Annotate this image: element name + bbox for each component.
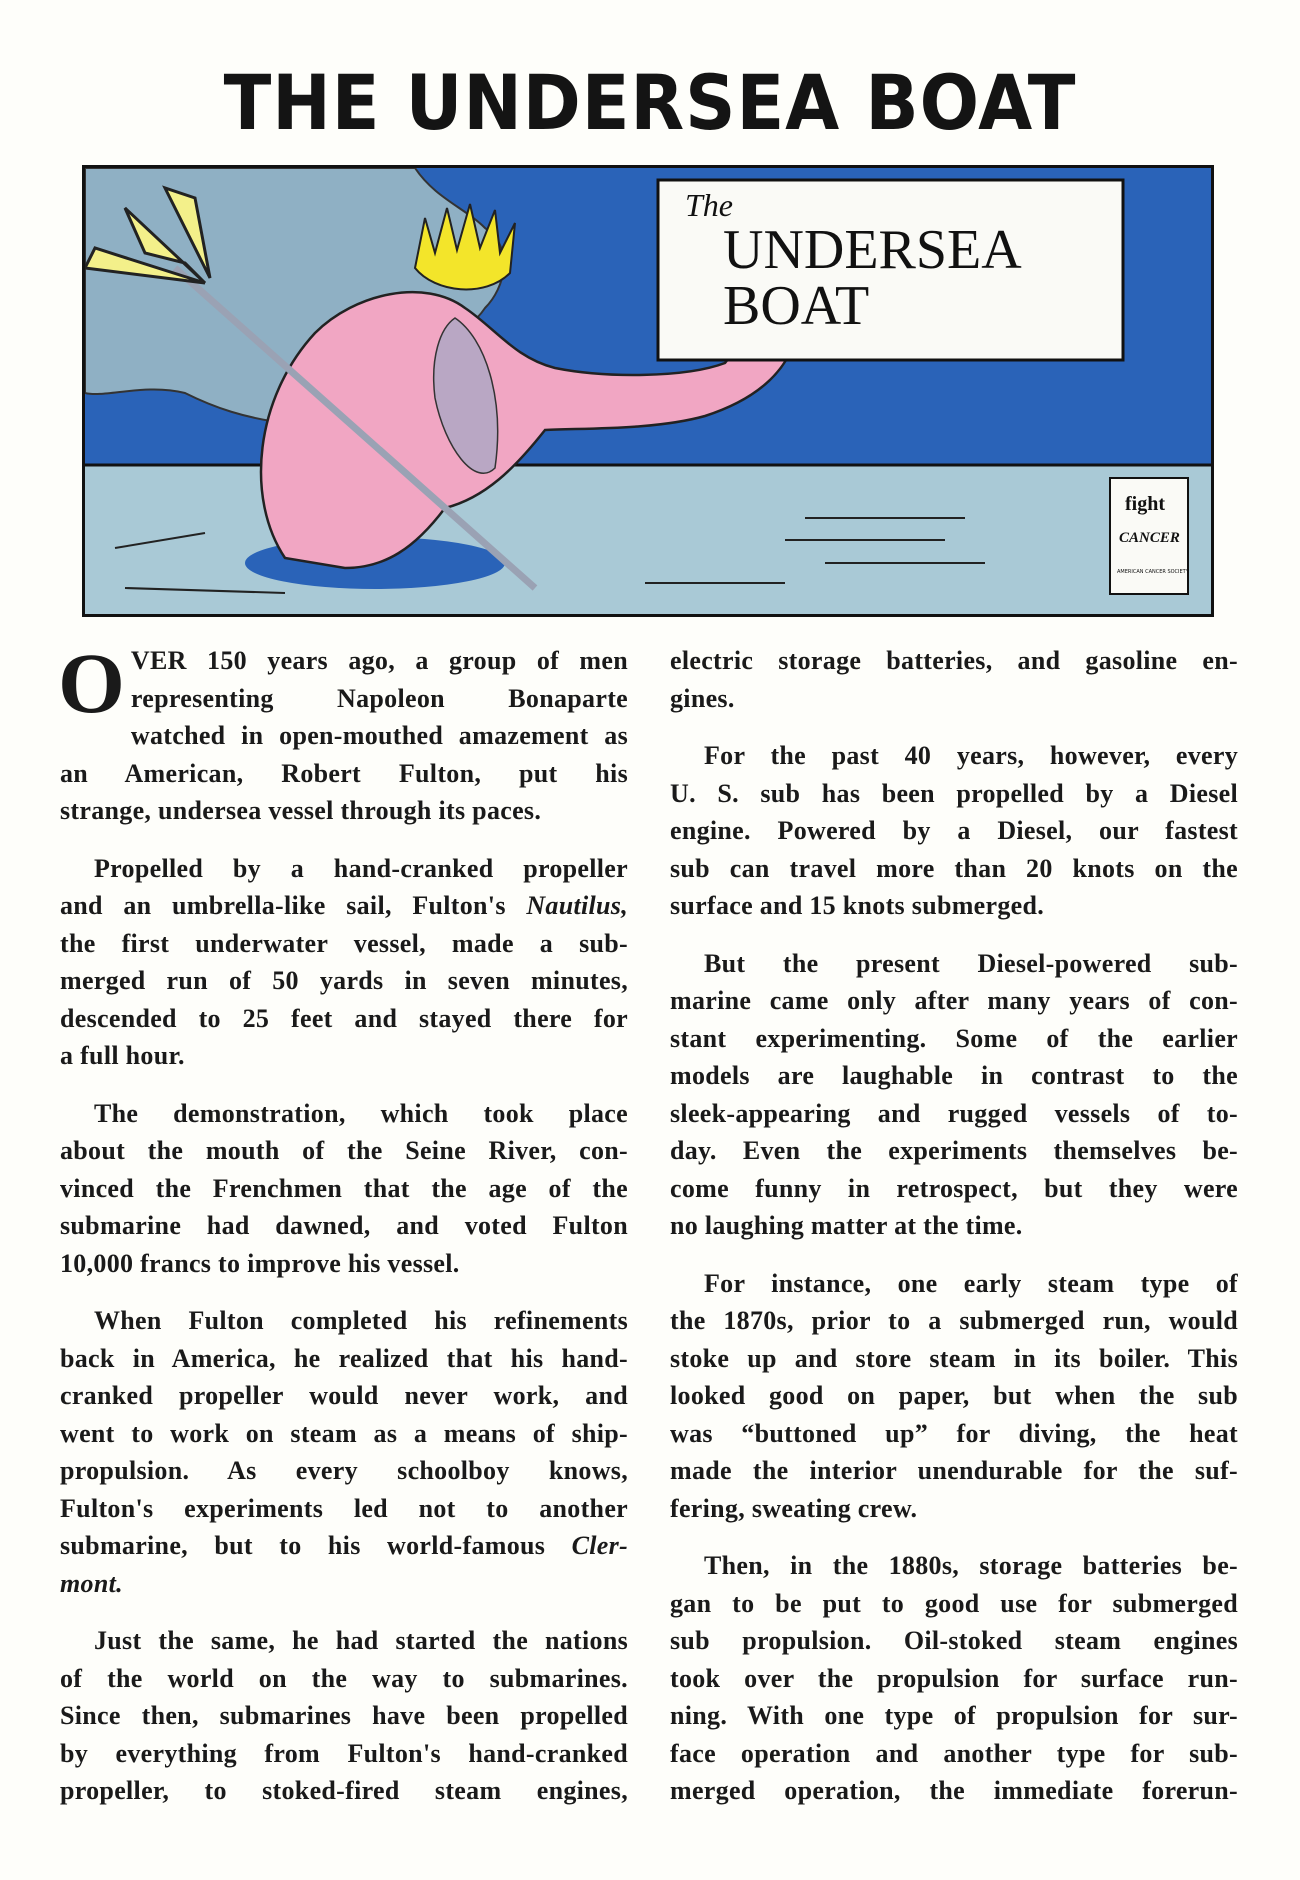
text-line: made the interior unendurable for the suf- bbox=[670, 1456, 1238, 1485]
text-line: fering, sweating crew. bbox=[670, 1493, 918, 1523]
text-line: Propelled by a hand-cranked propeller bbox=[94, 853, 628, 883]
text-line: no laughing matter at the time. bbox=[670, 1211, 1023, 1240]
text-line: looked good on paper, but when the sub bbox=[670, 1381, 1238, 1410]
italic-title: Cler- bbox=[571, 1531, 628, 1560]
text-line: submarine, but to his world-famous Cler- bbox=[60, 1531, 628, 1560]
text-line: When Fulton completed his refinements bbox=[94, 1306, 628, 1335]
text-line: an American, Robert Fulton, put his bbox=[60, 758, 628, 788]
text-line: For the past 40 years, however, every bbox=[704, 741, 1238, 770]
text-line: come funny in retrospect, but they were bbox=[670, 1173, 1238, 1203]
text-line: But the present Diesel-powered sub- bbox=[704, 948, 1238, 978]
text-line: stant experimenting. Some of the earlier bbox=[670, 1023, 1238, 1053]
paragraph bbox=[670, 642, 1238, 717]
paragraph bbox=[60, 1302, 628, 1602]
text-line: Then, in the 1880s, storage batteries be- bbox=[704, 1551, 1238, 1580]
text-line: sub can travel more than 20 knots on the bbox=[670, 853, 1238, 883]
caption-script: The bbox=[685, 187, 733, 223]
text-line: propeller, to stoked-fired steam engines, bbox=[60, 1776, 628, 1805]
text-line: representing Napoleon Bonaparte bbox=[130, 683, 628, 713]
paragraph bbox=[670, 945, 1238, 1245]
text-line: ning. With one type of propulsion for sur- bbox=[670, 1701, 1238, 1730]
text-line: marine came only after many years of con- bbox=[670, 986, 1238, 1015]
text-line bbox=[60, 1565, 628, 1603]
title-illustration bbox=[82, 165, 1214, 617]
text-line: watched in open-mouthed amazement as bbox=[130, 721, 628, 750]
text-line: stoke up and store steam in its boiler. This bbox=[670, 1343, 1238, 1373]
text-line: 10,000 francs to improve his vessel. bbox=[60, 1248, 460, 1278]
svg-text:AMERICAN CANCER SOCIETY: AMERICAN CANCER SOCIETY bbox=[1117, 569, 1189, 575]
text-line: vinced the Frenchmen that the age of the bbox=[60, 1173, 628, 1203]
text-line: submarine had dawned, and voted Fulton bbox=[60, 1211, 628, 1240]
article-right-column bbox=[670, 642, 1238, 1830]
text-line: face operation and another type for sub- bbox=[670, 1738, 1238, 1768]
paragraph bbox=[670, 737, 1238, 925]
svg-text:fight: fight bbox=[1125, 493, 1165, 515]
text-line: models are laughable in contrast to the bbox=[670, 1061, 1238, 1090]
text-line: Just the same, he had started the nations bbox=[94, 1626, 628, 1655]
text-line: engine. Powered by a Diesel, our fastest bbox=[670, 816, 1238, 845]
text-line: merged run of 50 yards in seven minutes, bbox=[60, 966, 628, 995]
text-line: Fulton's experiments led not to another bbox=[60, 1493, 628, 1523]
text-line: of the world on the way to submarines. bbox=[60, 1663, 628, 1693]
fight-cancer-logo bbox=[1110, 478, 1190, 594]
article-left-column bbox=[58, 635, 628, 1830]
text-line: was “buttoned up” for diving, the heat bbox=[670, 1418, 1238, 1448]
text-line: back in America, he realized that his hand- bbox=[60, 1343, 628, 1373]
text-line: descended to 25 feet and stayed there for bbox=[60, 1003, 628, 1033]
text-line: electric storage batteries, and gasoline en- bbox=[670, 646, 1238, 675]
svg-text:CANCER: CANCER bbox=[1119, 530, 1180, 546]
text-line: a full hour. bbox=[60, 1041, 185, 1070]
text-line: about the mouth of the Seine River, con- bbox=[60, 1136, 628, 1165]
paragraph bbox=[670, 1265, 1238, 1528]
text-line: VER 150 years ago, a group of men bbox=[130, 646, 628, 675]
text-line: sub propulsion. Oil-stoked steam engines bbox=[670, 1626, 1238, 1655]
text-line: U. S. sub has been propelled by a Diesel bbox=[670, 778, 1238, 808]
text-line: gines. bbox=[670, 683, 735, 713]
text-line: The demonstration, which took place bbox=[94, 1098, 628, 1128]
paragraph bbox=[60, 1095, 628, 1283]
text-line: and an umbrella-like sail, Fulton's Nautilus, bbox=[60, 891, 628, 920]
text-line: by everything from Fulton's hand-cranked bbox=[60, 1738, 628, 1768]
text-line: took over the propulsion for surface run- bbox=[670, 1663, 1238, 1693]
text-line: sleek-appearing and rugged vessels of to- bbox=[670, 1098, 1238, 1128]
text-line: surface and 15 knots submerged. bbox=[670, 891, 1045, 920]
italic-title: mont. bbox=[60, 1568, 123, 1598]
text-line: gan to be put to good use for submerged bbox=[670, 1588, 1238, 1618]
text-line: the 1870s, prior to a submerged run, would bbox=[670, 1306, 1238, 1335]
caption-line1: UNDERSEA bbox=[723, 219, 1022, 281]
paragraph bbox=[60, 850, 628, 1075]
caption-line2: BOAT bbox=[723, 275, 870, 337]
page-title: THE UNDERSEA BOAT bbox=[223, 58, 1077, 147]
drop-cap: O bbox=[58, 635, 125, 731]
text-line: merged operation, the immediate forerun- bbox=[670, 1776, 1238, 1805]
paragraph bbox=[60, 1622, 628, 1810]
text-line: the first underwater vessel, made a sub- bbox=[60, 928, 628, 958]
paragraph bbox=[58, 635, 628, 830]
italic-title: Nautilus, bbox=[526, 891, 628, 920]
text-line: day. Even the experiments themselves be- bbox=[670, 1136, 1238, 1165]
text-line: cranked propeller would never work, and bbox=[60, 1381, 628, 1410]
text-line: went to work on steam as a means of ship- bbox=[60, 1418, 628, 1448]
text-line: For instance, one early steam type of bbox=[704, 1268, 1238, 1298]
text-line: propulsion. As every schoolboy knows, bbox=[60, 1456, 628, 1485]
text-line: strange, undersea vessel through its paces. bbox=[60, 796, 542, 825]
text-line: Since then, submarines have been propelled bbox=[60, 1701, 628, 1730]
paragraph bbox=[670, 1547, 1238, 1810]
